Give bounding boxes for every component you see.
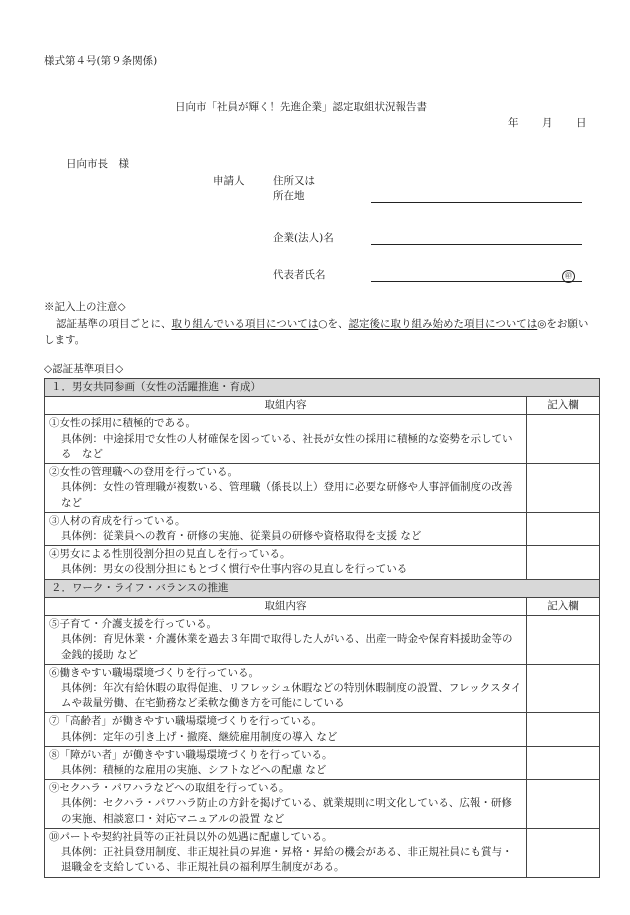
applicant-label: 申請人 [213, 175, 245, 187]
item-text: ⑥働きやすい職場環境づくりを行っている。 [49, 666, 259, 679]
date-year: 年 [508, 117, 519, 129]
form-number: 様式第４号(第９条関係) [44, 55, 158, 67]
company-name-field[interactable] [371, 244, 582, 245]
item-example: 具体例：積極的な雇用の実施、シフトなどへの配慮 など [61, 764, 327, 777]
item-example: 具体例：年次有給休暇の取得促進、リフレッシュ休暇などの特別休暇制度の設置、フレックスタイムや裁量労働、在宅勤務など柔軟な働き方を可能にしている [61, 681, 522, 710]
addressee: 日向市長 様 [66, 158, 129, 170]
date-month: 月 [542, 117, 553, 129]
criteria-row-1 [45, 415, 600, 464]
criteria-row-4 [45, 546, 600, 579]
representative-field[interactable] [371, 281, 582, 282]
item-example: 具体例：定年の引き上げ・撤廃、継続雇用制度の導入 など [61, 730, 338, 743]
col-entry-header: 記入欄 [527, 397, 600, 415]
entry-cell-6[interactable] [527, 664, 600, 713]
seal-mark: ㊞ [562, 268, 575, 283]
document-title: 日向市「社員が輝く！先進企業」認定取組状況報告書 [175, 101, 427, 113]
criteria-row-5 [45, 616, 600, 665]
criteria-row-10 [45, 828, 600, 877]
item-example: 具体例：中途採用で女性の人材確保を図っている、社長が女性の採用に積極的な姿勢を示している など [61, 432, 513, 460]
company-name-label: 企業(法人)名 [273, 232, 334, 244]
criteria-table [44, 378, 600, 878]
notes-heading: ※記入上の注意◇ [44, 301, 126, 313]
item-text: ③人材の育成を行っている。 [49, 514, 186, 527]
criteria-row-9 [45, 780, 600, 829]
item-text: ⑩パートや契約社員等の正社員以外の処遇に配慮している。 [49, 830, 333, 843]
address-label-line2: 所在地 [273, 190, 305, 202]
item-text: ②女性の管理職への登用を行っている。 [49, 466, 238, 479]
item-example: 具体例：女性の管理職が複数いる、管理職（係長以上）登用に必要な研修や人事評価制度の改善など [61, 481, 513, 509]
criteria-row-3 [45, 512, 600, 545]
entry-cell-2[interactable] [527, 464, 600, 513]
criteria-row-2 [45, 464, 600, 513]
entry-cell-9[interactable] [527, 780, 600, 829]
col-entry-header: 記入欄 [527, 597, 600, 615]
entry-cell-7[interactable] [527, 713, 600, 746]
item-example: 具体例：セクハラ・パワハラ防止の方針を掲げている、就業規則に明文化している、広報・研修の実施、相談窓口・対応マニュアルの設置 など [61, 797, 512, 825]
col-content-header: 取組内容 [45, 397, 527, 415]
address-field[interactable] [371, 202, 582, 203]
column-header-row-1 [45, 397, 600, 415]
item-example: 具体例：正社員登用制度、非正規社員の昇進・昇格・昇給の機会がある、非正規社員にも賞与・退職金を支給している、非正規社員の福利厚生制度がある。 [61, 846, 513, 874]
item-text: ④男女による性別役割分担の見直しを行っている。 [49, 548, 291, 561]
entry-cell-10[interactable] [527, 828, 600, 877]
criteria-row-8 [45, 746, 600, 779]
section-header-1: １．男女共同参画（女性の活躍推進・育成） [45, 379, 600, 397]
criteria-row-6 [45, 664, 600, 713]
entry-cell-8[interactable] [527, 746, 600, 779]
item-text: ①女性の採用に積極的である。 [49, 417, 196, 430]
section-header-2: ２．ワーク・ライフ・バランスの推進 [45, 579, 600, 597]
item-example: 具体例：育児休業・介護休業を過去３年間で取得した人がいる、出産一時金や保育料援助金等の金銭的援助 など [61, 633, 513, 661]
item-text: ⑦「高齢者」が働きやすい職場環境づくりを行っている。 [49, 715, 322, 728]
criteria-row-7 [45, 713, 600, 746]
date-day: 日 [576, 117, 587, 129]
entry-cell-1[interactable] [527, 415, 600, 464]
address-label-line1: 住所又は [273, 175, 315, 187]
entry-cell-5[interactable] [527, 616, 600, 665]
item-text: ⑤子育て・介護支援を行っている。 [49, 618, 217, 631]
col-content-header: 取組内容 [45, 597, 527, 615]
item-text: ⑧「障がい者」が働きやすい職場環境づくりを行っている。 [49, 748, 333, 761]
item-example: 具体例：男女の役割分担にもとづく慣行や仕事内容の見直しを行っている [61, 563, 408, 576]
notes-body: 認証基準の項目ごとに、取り組んでいる項目については○を、認定後に取り組み始めた項目については◎をお願いします。 [44, 318, 589, 346]
item-example: 具体例：従業員への教育・研修の実施、従業員の研修や資格取得を支援 など [61, 529, 422, 542]
representative-label: 代表者氏名 [273, 269, 326, 281]
column-header-row-2 [45, 597, 600, 615]
entry-cell-3[interactable] [527, 512, 600, 545]
criteria-heading: ◇認証基準項目◇ [44, 363, 124, 375]
entry-cell-4[interactable] [527, 546, 600, 579]
item-text: ⑨セクハラ・パワハラなどへの取組を行っている。 [49, 782, 290, 795]
